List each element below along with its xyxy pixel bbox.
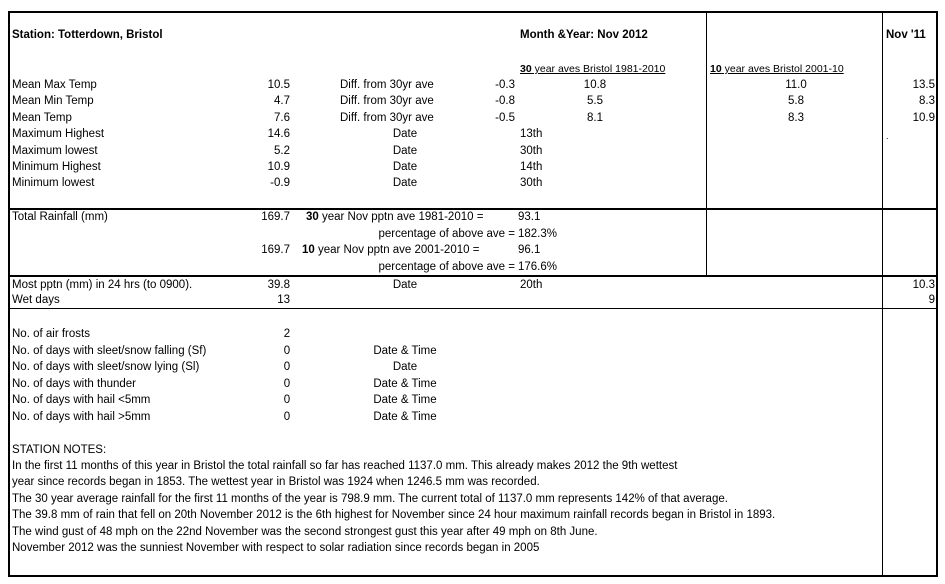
month-year: Month &Year: Nov 2012 xyxy=(520,29,648,41)
extreme-value: 14.6 xyxy=(267,128,290,140)
rainfall-pct10-label: percentage of above ave = xyxy=(378,261,515,273)
extreme-date: 13th xyxy=(520,128,543,140)
prev-year-header: Nov '11 xyxy=(886,29,926,41)
temp-diff: -0.5 xyxy=(495,112,515,124)
days-value: 2 xyxy=(283,328,291,340)
temp-ave10: 8.3 xyxy=(788,112,804,124)
days-label: No. of days with hail <5mm xyxy=(12,394,151,406)
notes-line: November 2012 was the sunniest November with respect to solar radiation since records began in 2005 xyxy=(12,542,540,554)
notes-line: The wind gust of 48 mph on the 22nd November was the second strongest gust this year after 49 mph on 8th June. xyxy=(12,526,598,538)
frame-top xyxy=(8,11,938,13)
stray-dot: . xyxy=(886,131,889,141)
extreme-value: 5.2 xyxy=(274,145,290,157)
divider-ave10 xyxy=(706,12,707,276)
rainfall-ave30-desc: year Nov pptn ave 1981-2010 = xyxy=(318,211,484,223)
days-extra: Date & Time xyxy=(373,345,437,357)
extreme-value: 10.9 xyxy=(267,161,290,173)
temp-diff: -0.8 xyxy=(495,95,515,107)
extreme-date-label: Date xyxy=(392,177,418,189)
rainfall-label: Total Rainfall (mm) xyxy=(12,211,108,223)
wet-days-prev: 9 xyxy=(928,294,935,306)
most-pptn-date-label: Date xyxy=(392,279,418,291)
extreme-label: Maximum lowest xyxy=(12,145,98,157)
most-pptn-label: Most pptn (mm) in 24 hrs (to 0900). xyxy=(12,279,193,291)
ave10-header-num: 10 xyxy=(710,63,722,75)
extreme-date: 30th xyxy=(520,177,543,189)
rainfall-ave30-num: 30 xyxy=(306,211,319,223)
wet-days-label: Wet days xyxy=(12,294,60,306)
notes-title: STATION NOTES: xyxy=(12,444,107,456)
rainfall-ave10-text xyxy=(302,242,479,258)
rainfall-ave10-desc: year Nov pptn ave 2001-2010 = xyxy=(314,244,480,256)
rainfall-ave30-value: 93.1 xyxy=(518,211,541,223)
days-value: 0 xyxy=(283,345,291,357)
rainfall-pct30-value: 182.3% xyxy=(518,228,558,240)
temp-value: 4.7 xyxy=(274,95,290,107)
most-pptn-value: 39.8 xyxy=(267,279,290,291)
temp-label: Mean Max Temp xyxy=(12,79,97,91)
extreme-date-label: Date xyxy=(392,145,418,157)
divider-days-top xyxy=(9,308,937,309)
temp-value: 10.5 xyxy=(267,79,290,91)
temp-label: Mean Temp xyxy=(12,112,72,124)
notes-line: year since records began in 1853. The wettest year in Bristol was 1924 when 1246.5 mm was recorded. xyxy=(12,476,540,488)
divider-prev-year xyxy=(882,12,883,575)
extreme-label: Minimum Highest xyxy=(12,161,101,173)
temp-prev: 13.5 xyxy=(912,79,935,91)
wet-days-value: 13 xyxy=(277,294,290,306)
temp-diff: -0.3 xyxy=(495,79,515,91)
days-label: No. of days with sleet/snow falling (Sf) xyxy=(12,345,207,357)
ave30-header xyxy=(520,61,665,77)
days-label: No. of days with hail >5mm xyxy=(12,411,151,423)
temp-ave10: 5.8 xyxy=(788,95,804,107)
days-extra: Date & Time xyxy=(373,411,437,423)
ave30-header-text: year aves Bristol 1981-2010 xyxy=(531,63,666,75)
temp-ave10: 11.0 xyxy=(785,79,807,91)
temp-diff-label: Diff. from 30yr ave xyxy=(340,112,434,124)
rainfall-ave10-value: 96.1 xyxy=(518,244,541,256)
temp-diff-label: Diff. from 30yr ave xyxy=(340,95,434,107)
most-pptn-date: 20th xyxy=(520,279,543,291)
days-extra: Date & Time xyxy=(373,394,437,406)
rainfall-ave30-text xyxy=(306,209,483,225)
extreme-date: 14th xyxy=(520,161,543,173)
frame-right xyxy=(936,11,938,577)
ave10-header-text: year aves Bristol 2001-10 xyxy=(721,63,844,75)
extreme-date-label: Date xyxy=(392,128,418,140)
temp-prev: 8.3 xyxy=(919,95,935,107)
days-label: No. of days with thunder xyxy=(12,378,137,390)
temp-diff-label: Diff. from 30yr ave xyxy=(340,79,434,91)
temp-ave30: 10.8 xyxy=(583,79,607,91)
rainfall-ave10-num: 10 xyxy=(302,244,315,256)
days-extra: Date & Time xyxy=(373,378,437,390)
rainfall-value2: 169.7 xyxy=(261,244,290,256)
temp-ave30: 8.1 xyxy=(587,112,603,124)
notes-line: In the first 11 months of this year in Bristol the total rainfall so far has reached 1137.0 mm. This already makes 2012 the 9th wettest xyxy=(12,460,678,472)
temp-ave30: 5.5 xyxy=(587,95,603,107)
days-value: 0 xyxy=(283,361,291,373)
rainfall-value: 169.7 xyxy=(261,211,290,223)
days-value: 0 xyxy=(283,378,291,390)
days-value: 0 xyxy=(283,394,291,406)
most-pptn-prev: 10.3 xyxy=(912,279,935,291)
notes-line: The 39.8 mm of rain that fell on 20th November 2012 is the 6th highest for November since 24 hour maximum rainfall records began in Bristol in 1893. xyxy=(12,509,776,521)
extreme-date: 30th xyxy=(520,145,543,157)
days-label: No. of days with sleet/snow lying (Sl) xyxy=(12,361,200,373)
frame-left xyxy=(8,11,10,577)
temp-label: Mean Min Temp xyxy=(12,95,94,107)
ave10-header xyxy=(710,61,844,77)
frame-bottom xyxy=(8,575,938,577)
temp-prev: 10.9 xyxy=(912,112,935,124)
extreme-date-label: Date xyxy=(392,161,418,173)
temp-value: 7.6 xyxy=(274,112,290,124)
station-title: Station: Totterdown, Bristol xyxy=(12,29,163,41)
notes-line: The 30 year average rainfall for the first 11 months of the year is 798.9 mm. The current total of 1137.0 mm represents 142% of that average. xyxy=(12,493,728,505)
ave30-header-num: 30 xyxy=(520,63,532,75)
extreme-value: -0.9 xyxy=(270,177,290,189)
days-label: No. of air frosts xyxy=(12,328,90,340)
rainfall-pct30-label: percentage of above ave = xyxy=(378,228,515,240)
days-extra: Date xyxy=(392,361,418,373)
days-value: 0 xyxy=(283,411,291,423)
extreme-label: Maximum Highest xyxy=(12,128,105,140)
extreme-label: Minimum lowest xyxy=(12,177,95,189)
rainfall-pct10-value: 176.6% xyxy=(518,261,558,273)
